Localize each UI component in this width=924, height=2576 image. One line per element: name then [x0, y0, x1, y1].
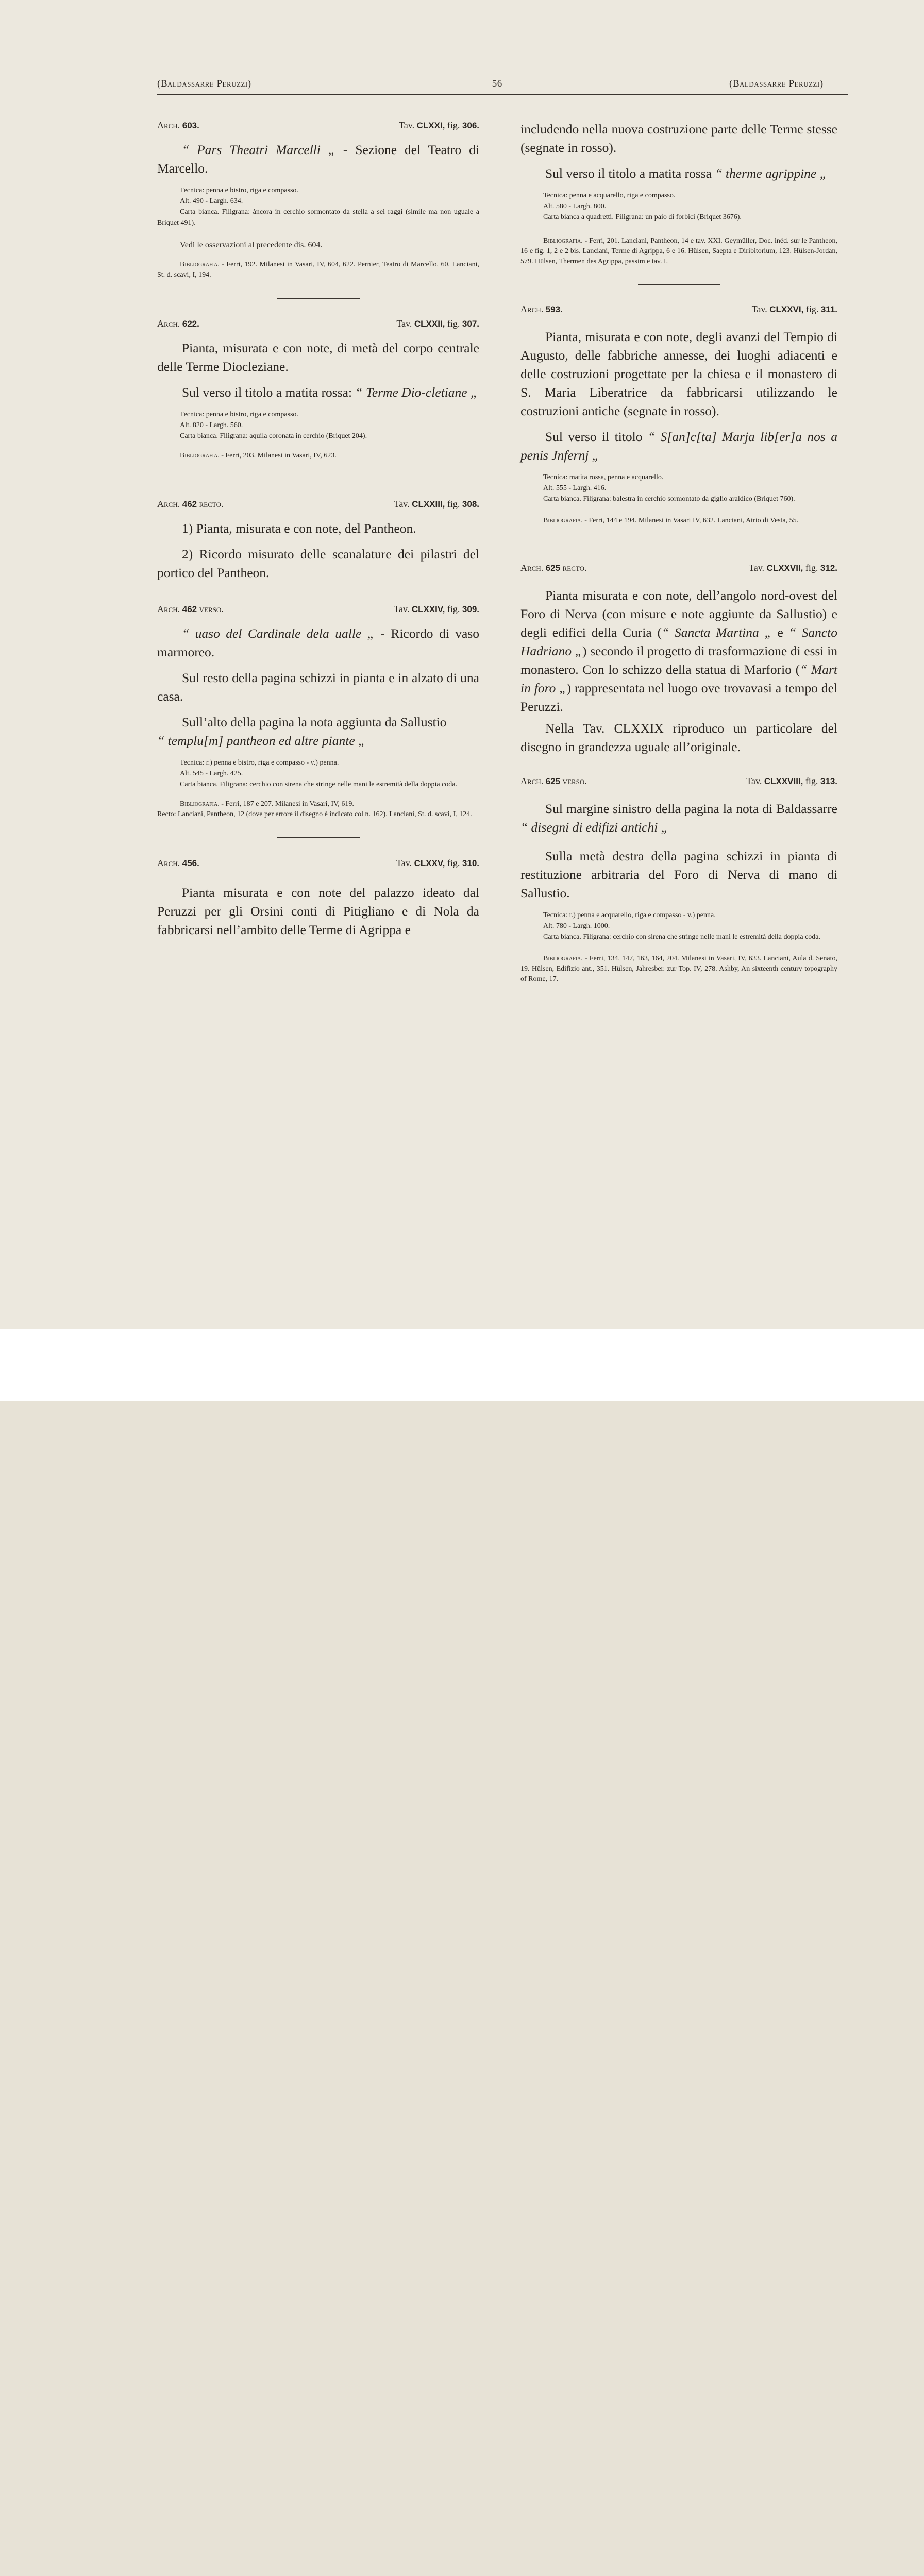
bibliography: Bibliografia. - Ferri, 134, 147, 163, 164, 204. Milanesi in Vasari, IV, 633. Lanciani, Aula d. Senato, 19. Hülsen, Edifizio ant., 351. Hülsen, Jahresber. zur Top. IV, 278. Ashby, An sixteenth century topography of Rome, 17. [520, 955, 837, 983]
entry-description: Pianta, misurata e con note, di metà del corpo centrale delle Terme Diocleziane. [157, 340, 479, 374]
bibliography: Bibliografia. - Ferri, 187 e 207. Milanesi in Vasari, IV, 619. Recto: Lanciani, Pantheon, 12 (dove per errore il disegno è indicato col n. 162). Lanciani, St. d. scavi, I, 124. [157, 800, 472, 818]
entry-heading: Arch. 603. Tav. CLXXI, fig. 306. [157, 120, 479, 130]
catalog-entry [520, 772, 837, 985]
plate-number: CLXXI, [416, 121, 445, 130]
figure-number: 310. [462, 858, 479, 868]
catalog-entry [157, 495, 479, 588]
plate-number: CLXXVI, [769, 304, 804, 314]
technique-notes: Tecnica: penna e acquarello, riga e compasso. Alt. 580 - Largh. 800. Carta bianca a quadretti. Filigrana: un paio di forbici (Briquet 3676). [543, 192, 742, 221]
entry-description: Nella Tav. CLXXIX riproduco un particolare del disegno in grandezza uguale all’originale. [520, 721, 837, 754]
verso-title: Sul verso il titolo a matita rossa: “ Terme Dio-cletiane „ [182, 384, 478, 400]
bibliography: Bibliografia. - Ferri, 201. Lanciani, Pantheon, 14 e tav. XXI. Geymüller, Doc. inéd. sur le Pantheon, 16 e fig. 1, 2 e 2 bis. Lanciani, Terme di Agrippa, 6 e 16. Hülsen, Saepta e Diribitorium, 123. Hülsen-Jordan, 579. Hülsen, Thermen des Agrippa, passim e tav. I. [520, 237, 837, 265]
entry-description: Pianta, misurata e con note, degli avanzi del Tempio di Augusto, delle fabbriche annesse, dei luoghi adiacenti e delle costruzioni progettate per la chiesa e il monastero di S. Maria Liberatrice da fabbricarsi utilizzando le costruzioni antiche (segnate in rosso). [520, 329, 837, 418]
entry-heading: Arch. 625 verso. Tav. CLXXVIII, fig. 313. [520, 776, 837, 786]
verso-title: Sul verso il titolo a matita rossa “ therme agrippine „ [545, 166, 827, 181]
see-also-note: Vedi le osservazioni al precedente dis. 604. [180, 241, 323, 249]
technique-notes: Tecnica: matita rossa, penna e acquarello. Alt. 555 - Largh. 416. Carta bianca. Filigrana: balestra in cerchio sormontato da giglio araldico (Briquet 760). [543, 473, 795, 503]
entry-heading: Arch. 462 recto. Tav. CLXXIII, fig. 308. [157, 499, 479, 509]
figure-number: 313. [820, 776, 837, 786]
entry-heading: Arch. 593. Tav. CLXXVI, fig. 311. [520, 303, 837, 314]
figure-number: 312. [820, 563, 837, 573]
entry-description: includendo nella nuova costruzione parte delle Terme stesse (segnate in rosso). [520, 122, 837, 155]
arch-number: 622. [182, 318, 199, 329]
running-header-right: (Baldassarre Peruzzi) [729, 78, 824, 89]
plate-number: CLXXVIII, [764, 776, 803, 786]
arch-number: 456. [182, 858, 199, 868]
running-header-left: (Baldassarre Peruzzi) [157, 78, 251, 89]
arch-number: 462 [182, 604, 197, 614]
plate-number: CLXXIV, [411, 604, 445, 614]
catalog-entry-continued [520, 120, 837, 285]
separator-rule [638, 544, 720, 545]
separator-rule [277, 479, 360, 480]
entry-description: Pianta misurata e con note del palazzo ideato dal Peruzzi per gli Orsini conti di Pitigliano e di Nola da fabbricarsi nell’ambito delle Terme di Agrippa e [157, 885, 479, 937]
entry-heading: Arch. 622. Tav. CLXXII, fig. 307. [157, 318, 479, 329]
catalog-entry [157, 600, 479, 838]
entry-heading: Arch. 625 recto. Tav. CLXXVII, fig. 312. [520, 563, 837, 573]
entry-description: Pianta misurata e con note, dell’angolo nord-ovest del Foro di Nerva (con misure e note aggiunte da Sallustio) e degli edifici della Curia (“ Sancta Martina „ e “ Sancto Hadriano „) secondo il progetto di trasformazione di essi in monastero. Con lo schizzo della statua di Marforio (“ Mart in foro „) rappresentata nel luogo ove trovavasi a tempo del Peruzzi. [520, 588, 837, 714]
entry-description: “ Pars Theatri Marcelli „ - Sezione del Teatro di Marcello. [157, 142, 479, 176]
catalog-entry [157, 314, 479, 480]
technique-notes: Tecnica: penna e bistro, riga e compasso. Alt. 820 - Largh. 560. Carta bianca. Filigrana: aquila coronata in cerchio (Briquet 204). [180, 410, 367, 440]
catalog-entry [520, 300, 837, 545]
plate-number: CLXXIII, [412, 499, 445, 509]
separator-rule [638, 284, 720, 285]
bibliography: Bibliografia. - Ferri, 144 e 194. Milanesi in Vasari IV, 632. Lanciani, Atrio di Vesta, 55. [543, 516, 799, 524]
entry-heading: Arch. 462 verso. Tav. CLXXIV, fig. 309. [157, 604, 479, 614]
page-number: — 56 — [479, 78, 515, 89]
catalog-entry [520, 558, 837, 772]
separator-rule [277, 298, 360, 299]
arch-number: 462 [182, 499, 197, 509]
plate-number: CLXXII, [414, 318, 445, 329]
left-column [157, 116, 479, 942]
technique-notes: Tecnica: r.) penna e bistro, riga e compasso - v.) penna. Alt. 545 - Largh. 425. Carta bianca. Filigrana: cerchio con sirena che stringe nelle mani le estremità della doppia coda. [180, 759, 458, 788]
technique-notes: Tecnica: penna e bistro, riga e compasso. Alt. 490 - Largh. 634. Carta bianca. Filigrana: àncora in cerchio sormontato da stella a sei raggi (simile ma non uguale a Briquet 491). [157, 187, 479, 227]
bibliography: Bibliografia. - Ferri, 192. Milanesi in Vasari, IV, 604, 622. Pernier, Teatro di Marcello, 60. Lanciani, St. d. scavi, I, 194. [157, 261, 479, 279]
entry-description: Sul resto della pagina schizzi in pianta e in alzato di una casa. [157, 670, 479, 704]
figure-number: 306. [462, 121, 479, 130]
bibliography: Bibliografia. - Ferri, 203. Milanesi in Vasari, IV, 623. [180, 451, 337, 460]
figure-number: 307. [462, 318, 479, 329]
separator-rule [277, 837, 360, 838]
entry-description: 2) Ricordo misurato delle scanalature dei pilastri del portico del Pantheon. [157, 547, 479, 580]
arch-number: 625 [545, 776, 561, 786]
entry-description: Sull’alto della pagina la nota aggiunta da Sallustio “ templu[m] pantheon ed altre piante „ [157, 715, 447, 748]
catalog-entry [157, 116, 479, 299]
figure-number: 309. [462, 604, 479, 614]
entry-heading: Arch. 456. Tav. CLXXV, fig. 310. [157, 857, 479, 868]
arch-number: 593. [545, 304, 563, 314]
figure-number: 308. [462, 499, 479, 509]
plate-number: CLXXV, [414, 858, 445, 868]
verso-title: Sul verso il titolo “ S[an]c[ta] Marja lib[er]a nos a penis Jnfernj „ [520, 429, 837, 463]
arch-number: 603. [182, 121, 199, 130]
header-rule [157, 94, 848, 95]
arch-number: 625 [545, 563, 561, 573]
entry-description: Sulla metà destra della pagina schizzi in pianta di restituzione arbitraria del Foro di Nerva di mano di Sallustio. [520, 849, 837, 901]
technique-notes: Tecnica: r.) penna e acquarello, riga e compasso - v.) penna. Alt. 780 - Largh. 1000. Carta bianca. Filigrana: cerchio con sirena che stringe nelle mani le estremità della doppia coda. [543, 911, 821, 941]
viewer-footer [0, 1329, 924, 1401]
entry-description: 1) Pianta, misurata e con note, del Pantheon. [182, 521, 416, 536]
figure-number: 311. [820, 304, 837, 314]
entry-description: “ uaso del Cardinale dela ualle „ - Ricordo di vaso marmoreo. [157, 626, 479, 659]
plate-number: CLXXVII, [766, 563, 803, 573]
catalog-entry [157, 854, 479, 939]
right-column [520, 116, 837, 985]
entry-description: Sul margine sinistro della pagina la nota di Baldassarre “ disegni di edifizi antichi „ [520, 801, 837, 835]
